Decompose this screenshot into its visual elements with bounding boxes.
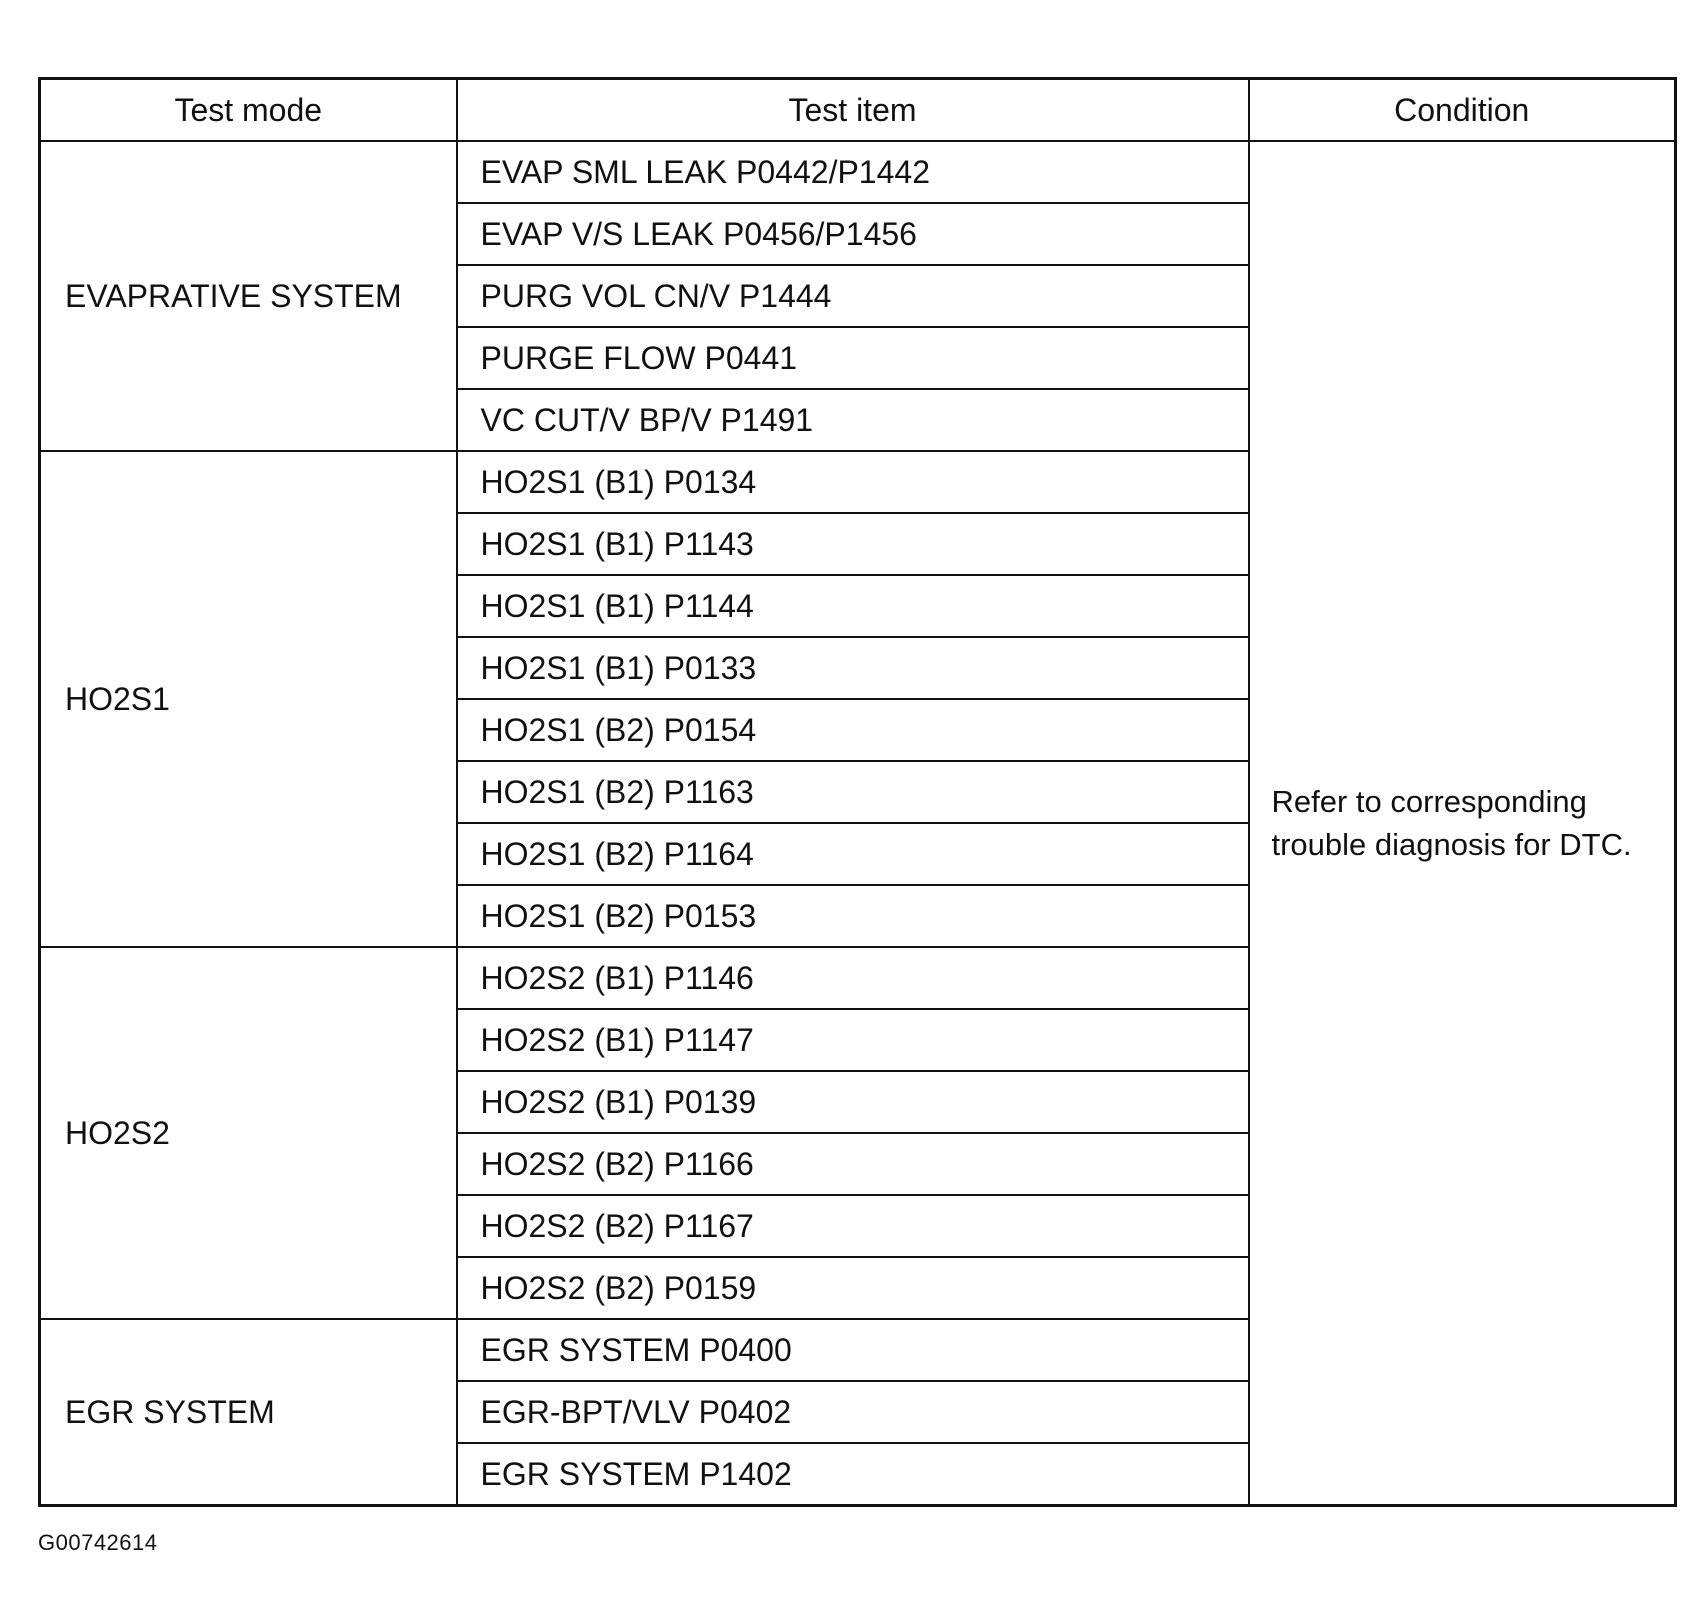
- test-item-cell: HO2S1 (B1) P0133: [457, 637, 1249, 699]
- test-item-cell: HO2S1 (B2) P0153: [457, 885, 1249, 947]
- test-item-cell: HO2S2 (B1) P1147: [457, 1009, 1249, 1071]
- dtc-test-table: [38, 77, 1677, 1507]
- condition-cell: Refer to corresponding trouble diagnosis for DTC.: [1249, 141, 1676, 1506]
- test-item-cell: HO2S2 (B1) P1146: [457, 947, 1249, 1009]
- test-item-cell: HO2S2 (B2) P0159: [457, 1257, 1249, 1319]
- test-item-cell: HO2S1 (B1) P0134: [457, 451, 1249, 513]
- test-item-cell: VC CUT/V BP/V P1491: [457, 389, 1249, 451]
- test-item-cell: HO2S1 (B2) P0154: [457, 699, 1249, 761]
- test-item-cell: PURG VOL CN/V P1444: [457, 265, 1249, 327]
- test-item-cell: HO2S2 (B2) P1167: [457, 1195, 1249, 1257]
- test-mode-cell: HO2S2: [40, 947, 457, 1319]
- test-item-cell: EGR SYSTEM P1402: [457, 1443, 1249, 1505]
- figure-id: G00742614: [38, 1530, 158, 1555]
- test-item-cell: EGR SYSTEM P0400: [457, 1319, 1249, 1381]
- test-item-cell: PURGE FLOW P0441: [457, 327, 1249, 389]
- test-mode-cell: EGR SYSTEM: [40, 1319, 457, 1505]
- header-test-item: Test item: [457, 79, 1249, 142]
- test-mode-cell: EVAPRATIVE SYSTEM: [40, 141, 457, 451]
- header-test-mode: Test mode: [40, 79, 457, 142]
- test-item-cell: EVAP SML LEAK P0442/P1442: [457, 141, 1249, 203]
- table-body: [40, 141, 1676, 1506]
- test-item-cell: EVAP V/S LEAK P0456/P1456: [457, 203, 1249, 265]
- test-item-cell: HO2S1 (B1) P1143: [457, 513, 1249, 575]
- test-item-cell: HO2S1 (B2) P1164: [457, 823, 1249, 885]
- table-row: [40, 141, 1676, 203]
- test-item-cell: HO2S2 (B1) P0139: [457, 1071, 1249, 1133]
- test-mode-cell: HO2S1: [40, 451, 457, 947]
- header-condition: Condition: [1249, 79, 1676, 142]
- test-item-cell: EGR-BPT/VLV P0402: [457, 1381, 1249, 1443]
- test-item-cell: HO2S1 (B2) P1163: [457, 761, 1249, 823]
- test-item-cell: HO2S1 (B1) P1144: [457, 575, 1249, 637]
- test-item-cell: HO2S2 (B2) P1166: [457, 1133, 1249, 1195]
- header-row: [40, 79, 1676, 142]
- table-header: [40, 79, 1676, 142]
